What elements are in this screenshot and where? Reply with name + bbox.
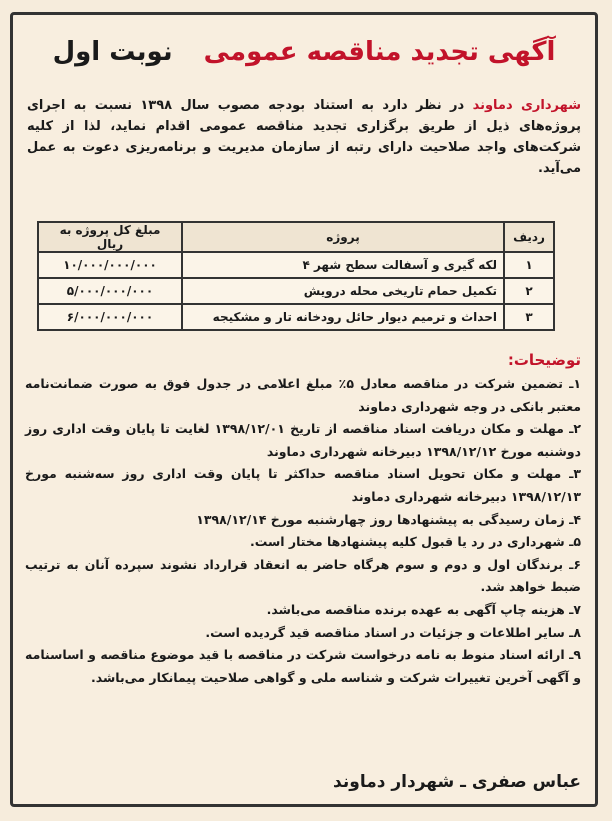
notice-frame (10, 12, 598, 807)
table-row (38, 252, 554, 278)
row-index: ۱ (504, 252, 554, 278)
note-item: ۱ـ تضمین شرکت در مناقصه معادل ۵٪ مبلغ اعلامی در جدول فوق به صورت ضمانت‌نامه معتبر بانکی در وجه شهرداری دماوند (25, 376, 581, 414)
row-project: تکمیل حمام تاریخی محله درویش (182, 278, 504, 304)
note-item: ۴ـ زمان رسیدگی به پیشنهادها روز چهارشنبه مورخ ۱۳۹۸/۱۲/۱۴ (196, 511, 581, 527)
table-header-row (38, 222, 554, 252)
row-index: ۳ (504, 304, 554, 330)
intro-paragraph (27, 95, 581, 179)
header-index: ردیف (504, 222, 554, 252)
notes-title: توضیحات: (507, 351, 581, 369)
notice-title: آگهی تجدید مناقصه عمومی (203, 37, 556, 67)
notes-list (25, 373, 581, 689)
note-item: ۸ـ سایر اطلاعات و جزئیات در اسناد مناقصه قید گردیده است. (205, 624, 581, 640)
row-project: لکه گیری و آسفالت سطح شهر ۴ (182, 252, 504, 278)
row-amount: ۱۰/۰۰۰/۰۰۰/۰۰۰ (38, 252, 182, 278)
note-item: ۹ـ ارائه اسناد منوط به نامه درخواست شرکت در مناقصه با قید موضوع مناقصه و اساسنامه و آگهی آخرین تغییرات شرکت و شناسه ملی و گواهی صلاحیت پیمانکار می‌باشد. (25, 647, 581, 685)
notice-headline (13, 37, 595, 67)
signature: عباس صفری ـ شهردار دماوند (333, 772, 581, 792)
row-project: احداث و ترمیم دیوار حائل رودخانه تار و مشکیجه (182, 304, 504, 330)
header-amount: مبلغ کل پروژه به ریال (38, 222, 182, 252)
table-row (38, 304, 554, 330)
header-project: پروژه (182, 222, 504, 252)
row-amount: ۶/۰۰۰/۰۰۰/۰۰۰ (38, 304, 182, 330)
note-item: ۳ـ مهلت و مکان تحویل اسناد مناقصه حداکثر تا پایان وقت اداری روز سه‌شنبه مورخ ۱۳۹۸/۱۲/۱۳ دبیرخانه شهرداری دماوند (25, 466, 581, 504)
note-item: ۵ـ شهرداری در رد یا قبول کلیه پیشنهادها مختار است. (249, 534, 581, 550)
intro-text: در نظر دارد به استناد بودجه مصوب سال ۱۳۹۸ نسبت به اجرای پروژه‌های ذیل از طریق برگزاری تجدید مناقصه عمومی اقدام نماید، لذا از کلیه شرکت‌های واجد صلاحیت دارای رتبه از سازمان مدیریت و برنامه‌ریزی دعوت به عمل می‌آید. (27, 98, 581, 176)
projects-table (37, 221, 555, 331)
notice-turn: نوبت اول (52, 37, 173, 67)
organization-name: شهرداری دماوند (472, 98, 581, 113)
row-index: ۲ (504, 278, 554, 304)
note-item: ۶ـ برندگان اول و دوم و سوم هرگاه حاضر به انعقاد قرارداد نشوند سپرده آنان به ترتیب ضبط خواهد شد. (25, 556, 581, 595)
note-item: ۷ـ هزینه چاپ آگهی به عهده برنده مناقصه می‌باشد. (266, 601, 581, 617)
table-row (38, 278, 554, 304)
row-amount: ۵/۰۰۰/۰۰۰/۰۰۰ (38, 278, 182, 304)
note-item: ۲ـ مهلت و مکان دریافت اسناد مناقصه از تاریخ ۱۳۹۸/۱۲/۰۱ لغایت تا پایان وقت اداری روز دوشنبه مورخ ۱۳۹۸/۱۲/۱۲ دبیرخانه شهرداری دماوند (25, 421, 581, 459)
